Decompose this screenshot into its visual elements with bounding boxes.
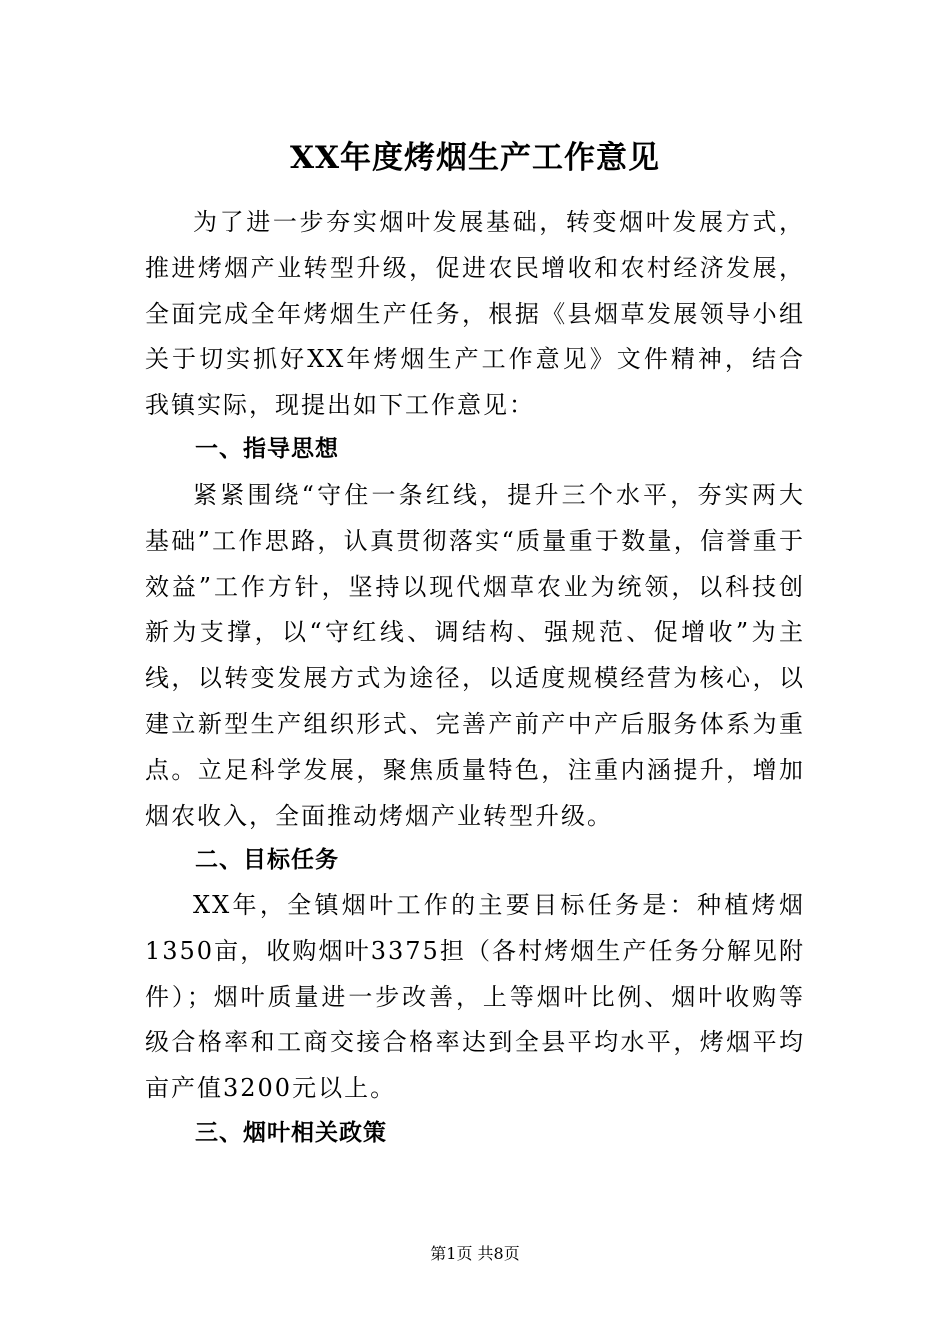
- section-1: [145, 427, 805, 473]
- section-heading: 三、烟叶相关政策: [195, 1120, 387, 1146]
- section-heading: 一、指导思想: [195, 436, 339, 462]
- document-title: XX年度烤烟生产工作意见: [289, 140, 661, 176]
- section-2: [145, 838, 805, 884]
- section-paragraph: 紧紧围绕“守住一条红线，提升三个水平，夯实两大基础”工作思路，认真贯彻落实“质量重于数量，信誉重于效益”工作方针，坚持以现代烟草农业为统领，以科技创新为支撑，以“守红线、调结构、强规范、促增收”为主线，以转变发展方式为途径，以适度规模经营为核心，以建立新型生产组织形式、完善产前产中产后服务体系为重点。立足科学发展，聚焦质量特色，注重内涵提升，增加烟农收入，全面推动烤烟产业转型升级。: [145, 481, 805, 830]
- document-body: [145, 200, 805, 429]
- section-2-body: [145, 883, 805, 1112]
- page-footer: [0, 1242, 950, 1266]
- page-total: 共8页: [477, 1244, 520, 1263]
- section-1-body: [145, 473, 805, 839]
- section-3: [145, 1111, 805, 1157]
- page-number: 第1页: [430, 1244, 473, 1263]
- intro-paragraph: 为了进一步夯实烟叶发展基础，转变烟叶发展方式，推进烤烟产业转型升级，促进农民增收和农村经济发展，全面完成全年烤烟生产任务，根据《县烟草发展领导小组关于切实抓好XX年烤烟生产工作意见》文件精神，结合我镇实际，现提出如下工作意见：: [145, 208, 805, 420]
- section-paragraph: XX年，全镇烟叶工作的主要目标任务是：种植烤烟1350亩，收购烟叶3375担（各村烤烟生产任务分解见附件）；烟叶质量进一步改善，上等烟叶比例、烟叶收购等级合格率和工商交接合格率达到全县平均水平，烤烟平均亩产值3200元以上。: [145, 891, 805, 1103]
- section-heading: 二、目标任务: [195, 847, 339, 873]
